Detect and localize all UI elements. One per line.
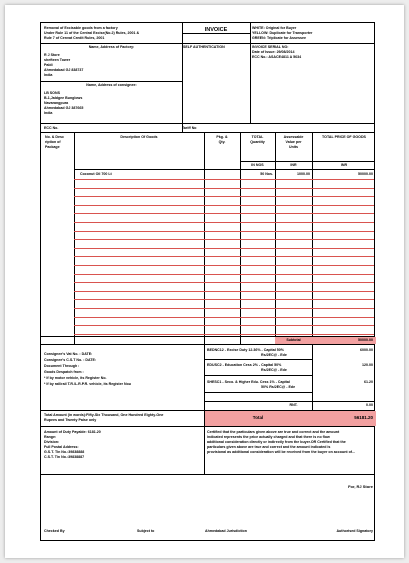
ruled-line	[74, 325, 374, 326]
duty-line: Amount of Duty Payable: 6181.20	[44, 430, 101, 434]
col-goods: Description Of Goods	[120, 135, 158, 139]
dispatch-line: Goods Despatch from :	[44, 370, 84, 374]
col-total-qty: TOTAL	[251, 135, 264, 139]
col-assessable: Value per	[285, 140, 302, 144]
divider	[74, 169, 374, 170]
invoice-ecc: ECC No.: ASACE4811 A 5634	[252, 55, 302, 59]
dispatch-line: * If by motor vehicle, its Register No.	[44, 376, 107, 380]
ruled-line	[74, 222, 374, 223]
divider	[41, 426, 374, 427]
divider	[204, 132, 205, 344]
ruled-line	[74, 317, 374, 318]
rnd-label: RNT.	[289, 403, 298, 407]
ruled-line	[74, 282, 374, 283]
amount-words: Total Amount (in words):Fifty-Six Thousand, One Hundred Eighty-One	[44, 413, 164, 417]
ruled-line	[74, 299, 374, 300]
for-store: For, RJ Store	[348, 484, 373, 489]
divider	[182, 23, 183, 123]
ruled-line	[74, 239, 374, 240]
document-page	[5, 5, 404, 558]
ruled-line	[74, 308, 374, 309]
factory-line: R J Store	[44, 53, 60, 57]
ruled-line	[74, 274, 374, 275]
self-authentication: SELF AUTHENTICATION	[183, 45, 225, 49]
divider	[204, 392, 312, 393]
tax-education-sub: Rs/2EC@ - Ede	[261, 368, 287, 372]
checked-by: Checked By	[44, 529, 65, 533]
col-pkg-qty: Qty.	[218, 140, 226, 144]
removal-line-3: Rule 7 of Cenvat Credit Rules, 2001	[44, 36, 105, 40]
tax-higher-edu: SHESC1 - Seco. & Higher Edu. Cess 1% - Capital	[207, 380, 290, 384]
col-total-price: TOTAL PRICE OF GOODS	[322, 135, 366, 139]
duty-line: G.S.T. Tin No.:39838888	[44, 450, 85, 454]
tax-higher-edu-value: 61.20	[364, 380, 373, 384]
duty-line: C.S.T. Tin No.:39838887	[44, 455, 85, 459]
divider	[182, 33, 250, 34]
col-desc-pkg: Package	[45, 145, 60, 149]
divider	[74, 132, 75, 344]
subtotal-label: Subtotal	[286, 338, 301, 342]
ruled-line	[74, 179, 374, 180]
divider	[41, 43, 374, 44]
col-desc-pkg: No. & Desc	[45, 135, 64, 139]
factory-line: shefteen Tower	[44, 58, 71, 62]
jurisdiction: Ahmedabad Jurisdiction	[205, 529, 247, 533]
duty-line: Full Postal Address:	[44, 445, 79, 449]
invoice-title: INVOICE	[204, 27, 228, 33]
consignee-line: Navarangpura	[44, 101, 69, 105]
certification-line: particulars given above are true and correct and the amount indicated is	[207, 445, 331, 449]
copy-green: GREEN: Triplicate for Assessee	[252, 36, 306, 40]
consignee-heading: Name, Address of consignee:	[86, 83, 137, 87]
col-total-qty: Quantity	[250, 140, 265, 144]
divider	[41, 123, 374, 124]
invoice-serial: INVOICE SERIAL NO:	[252, 45, 289, 49]
ruled-line	[74, 248, 374, 249]
unit-qty: IN NOS	[251, 163, 264, 167]
col-assessable: Assessable	[283, 135, 304, 139]
ruled-line	[74, 188, 374, 189]
ruled-line	[74, 196, 374, 197]
consignee-line: Ahmedabad GJ 387665	[44, 106, 84, 110]
ruled-line	[74, 213, 374, 214]
factory-heading: Name, Address of Factory:	[88, 45, 135, 49]
dispatch-line: Consignee's Vat No. : DATE:	[44, 352, 93, 356]
amount-words: Rupees and Twenty Paise only	[44, 418, 97, 422]
tax-excise-sub: Rs/2EC@ - Ede	[261, 353, 287, 357]
certification-line: indicated represents the price actually charged and that there is no flow	[207, 435, 330, 439]
factory-line: Paldi	[44, 63, 53, 67]
item-goods: Coconut Oil 700 Lt	[80, 172, 112, 176]
col-desc-pkg: ription of	[45, 140, 61, 144]
total-label: Total	[252, 415, 264, 420]
divider	[41, 81, 182, 82]
divider	[41, 344, 374, 345]
factory-line: Ahmedabad GJ 838737	[44, 68, 84, 72]
divider	[41, 474, 374, 475]
unit-price: INR	[340, 163, 348, 167]
item-price: 50000.00	[358, 172, 373, 176]
subject-to: Subject to	[137, 529, 155, 533]
divider	[204, 426, 205, 474]
invoice-date: Date of Issue: 29/08/2014	[252, 50, 295, 54]
duty-line: Division:	[44, 440, 60, 444]
ruled-line	[74, 334, 374, 335]
dispatch-line: * If by rail/rail T.R./L.R.P.R. vehicle, its Register Nou	[44, 382, 132, 386]
col-pkg-qty: Pkg. &	[216, 135, 228, 139]
divider	[240, 161, 374, 162]
copy-yellow: YELLOW: Duplicate for Transporter	[252, 31, 313, 35]
tax-higher-edu-sub: 50% Rs/2EC@ - Ede	[261, 385, 296, 389]
tax-education-value: 120.00	[362, 363, 373, 367]
consignee-line: LB SONS	[44, 91, 60, 95]
invoice-frame	[40, 22, 375, 541]
ruled-line	[74, 291, 374, 292]
divider	[41, 132, 374, 133]
total-value: 56181.20	[354, 415, 373, 420]
certification-line: provisional as additional consideration will be received from the buyer on account of...	[207, 450, 355, 454]
dispatch-line: Consignee's C.S.T No. : DATE:	[44, 358, 97, 362]
ruled-line	[74, 231, 374, 232]
tax-excise-value: 6000.00	[360, 348, 373, 352]
subtotal-value: 50000.00	[358, 338, 373, 342]
item-qty: 50 Nos.	[260, 172, 273, 176]
unit-value: INR	[290, 163, 297, 167]
ruled-line	[74, 256, 374, 257]
tax-education: EDUSC2 - Education Cess 2% - Capital 50%	[207, 363, 282, 367]
col-assessable: Units	[289, 145, 298, 149]
consignee-line: India	[44, 111, 53, 115]
divider	[250, 23, 251, 123]
dispatch-line: Document Through :	[44, 364, 80, 368]
ruled-line	[74, 265, 374, 266]
copy-white: WHITE: Original for Buyer	[252, 26, 297, 30]
ruled-line	[74, 205, 374, 206]
rnd-value: 0.00	[366, 403, 373, 407]
factory-line: India	[44, 73, 53, 77]
duty-line: Range:	[44, 435, 57, 439]
removal-line-2: Under Rule 11 of the Central Excise(No.2) Rules, 2001 &	[44, 31, 140, 35]
ecc-label: ECC No.	[44, 126, 59, 130]
divider	[204, 359, 312, 360]
tariff-label: Tariff No	[182, 126, 197, 130]
divider	[204, 401, 374, 402]
consignee-line: B-1,Jaldgee Bunglows	[44, 96, 83, 100]
item-value: 1000.00	[297, 172, 310, 176]
divider	[204, 375, 312, 376]
removal-line-1: Removal of Excisable goods from a factory	[44, 26, 118, 30]
certification-line: additional consideration directly or indirectly from the buyer.OR Certified that the	[207, 440, 346, 444]
authorised-signatory: Authorised Signatory	[336, 529, 373, 533]
certification-line: Certified that the particulars given above are true and correct and the amount	[207, 430, 340, 434]
tax-excise: BEDNC12 - Excise Duty 12.36% - Capital 50%	[207, 348, 284, 352]
